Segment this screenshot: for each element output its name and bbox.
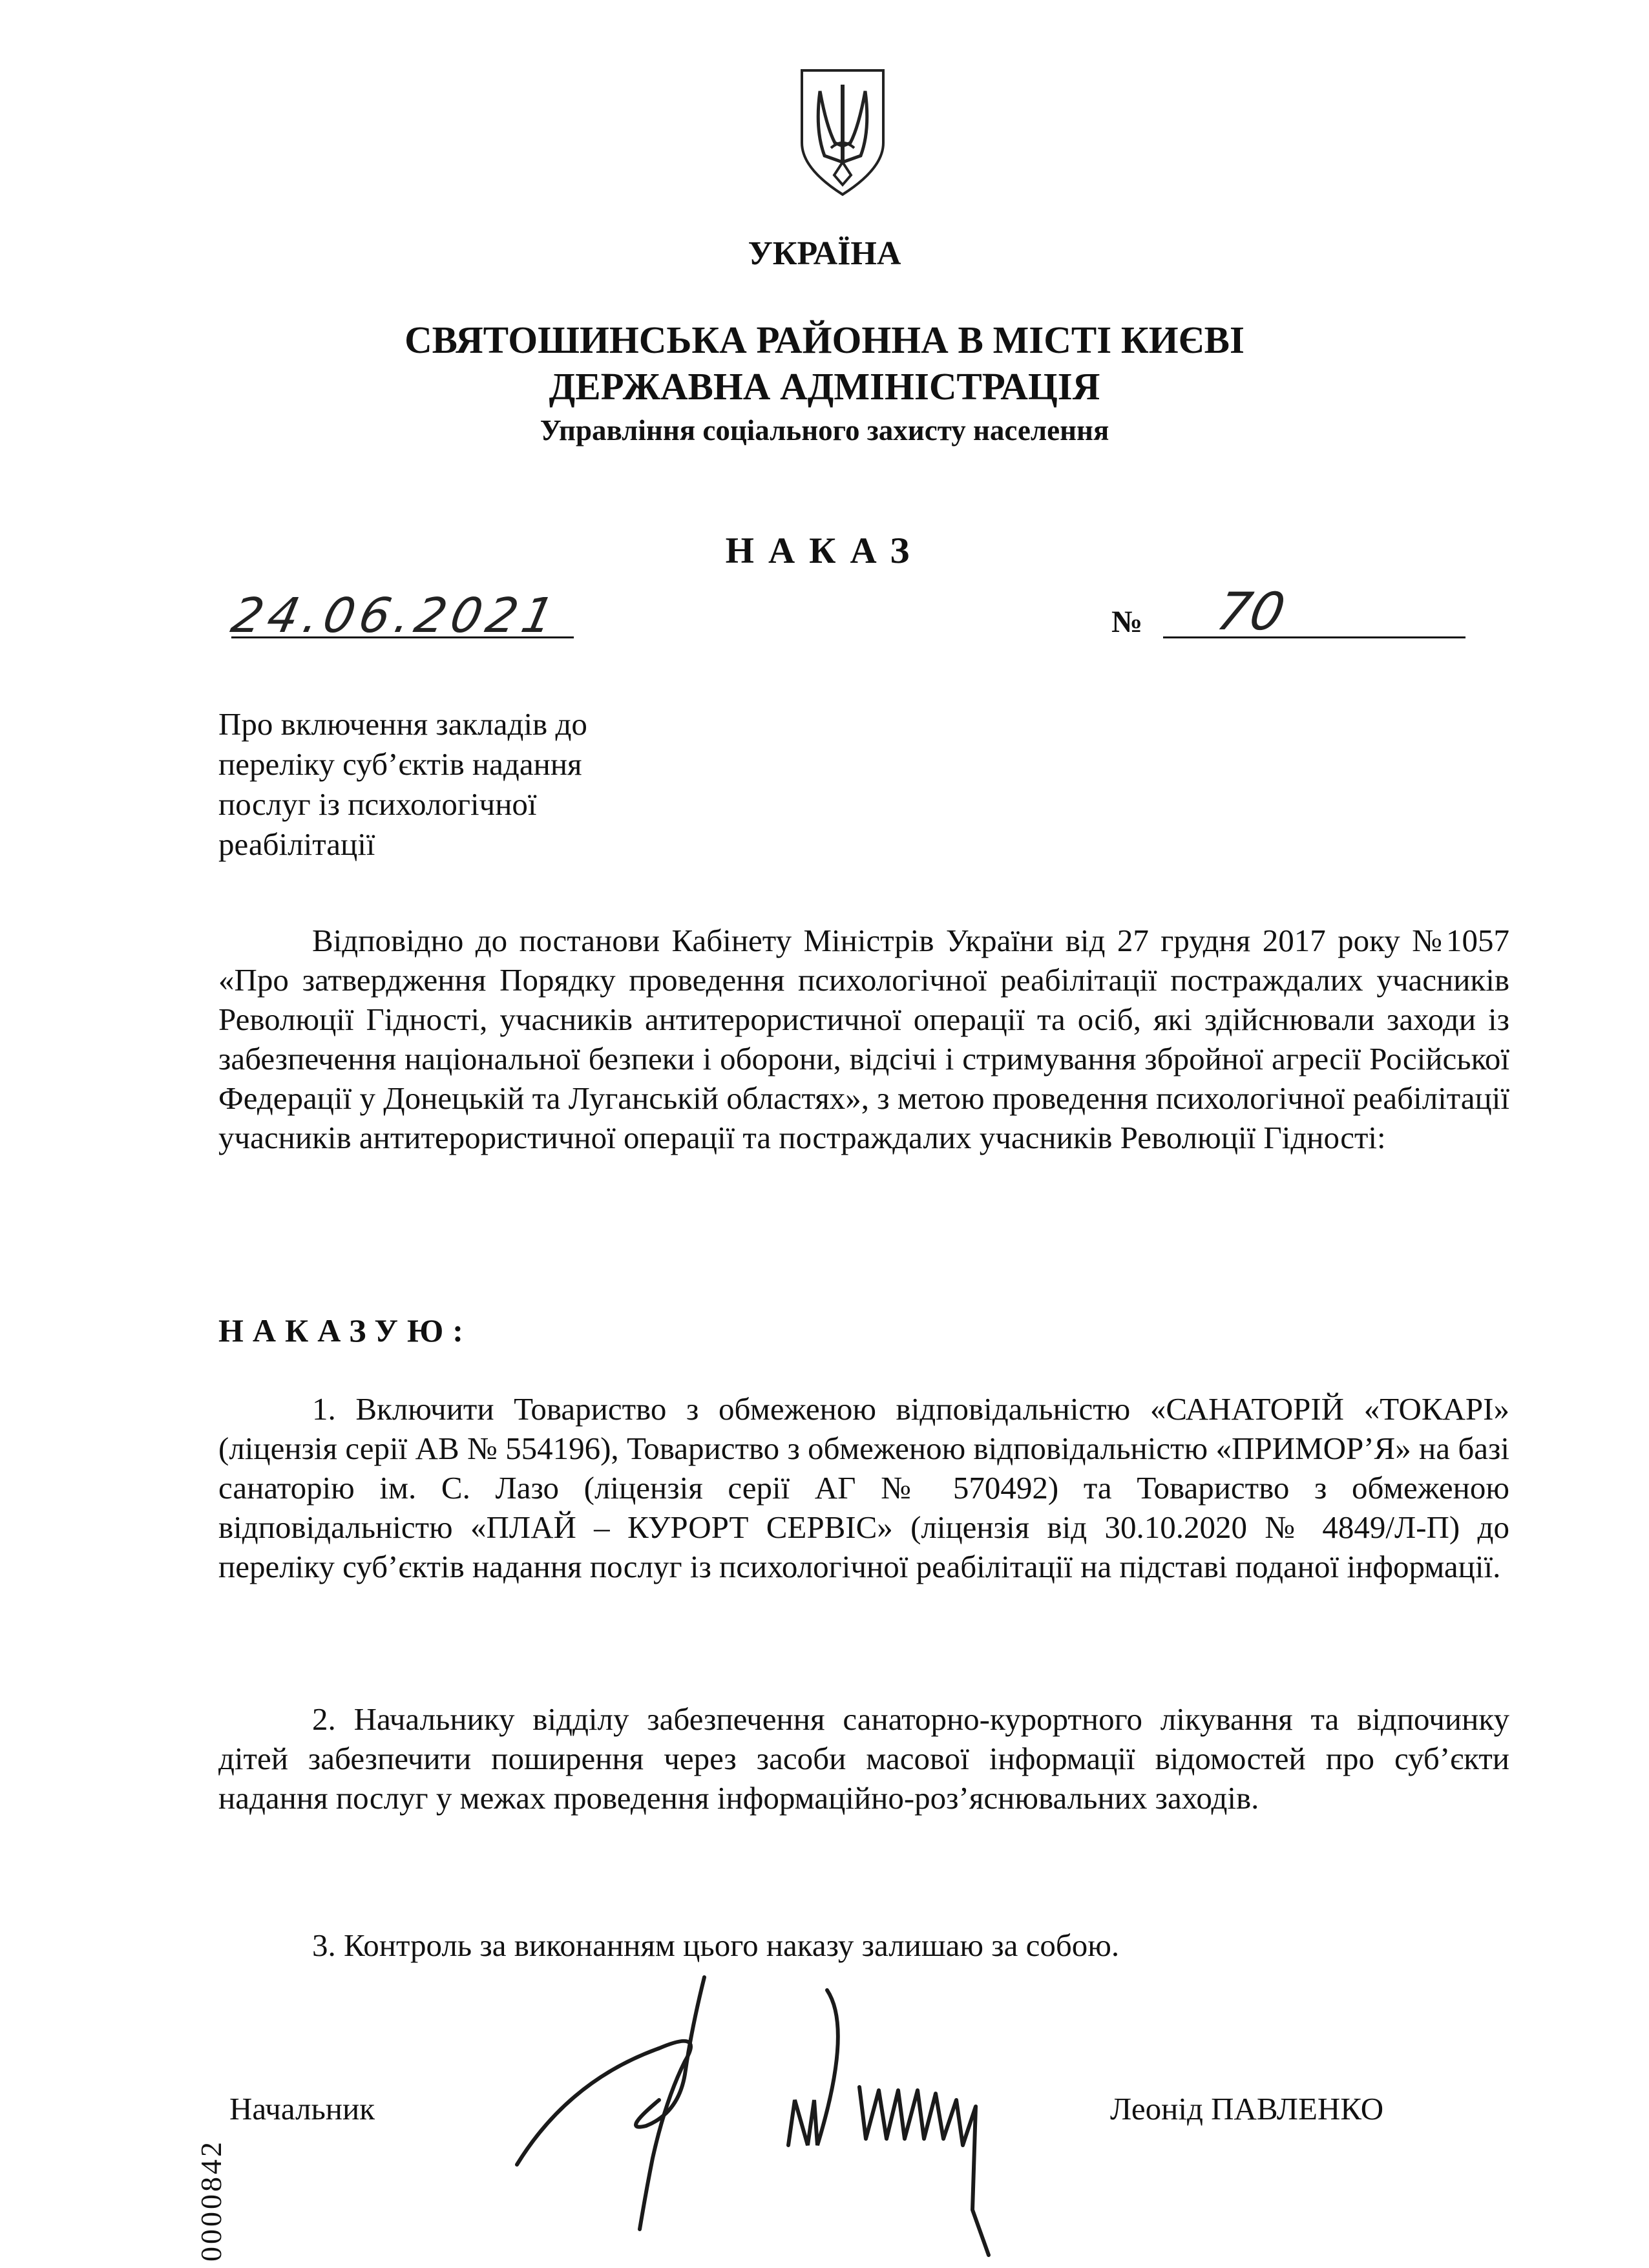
administration-heading (0, 317, 1649, 410)
subject-line-1: Про включення закладів до (218, 706, 587, 742)
signatory-name: Леонід ПАВЛЕНКО (1110, 2091, 1384, 2126)
administration-line-1: СВЯТОШИНСЬКА РАЙОННА В МІСТІ КИЄВІ (404, 319, 1245, 361)
signatory-position: Начальник (229, 2091, 375, 2126)
order-date-handwritten: 24.06.2021 (226, 588, 564, 644)
subject-line-3: послуг із психологічної (218, 786, 537, 822)
administration-line-2: ДЕРЖАВНА АДМІНІСТРАЦІЯ (549, 365, 1100, 408)
order-directive-heading: НАКАЗУЮ: (218, 1312, 472, 1349)
order-item-1 (218, 1389, 1509, 1586)
order-item-2 (218, 1699, 1509, 1818)
trident-emblem-icon (795, 65, 890, 198)
handwritten-signature (491, 1951, 1124, 2262)
order-item-3-text: 3. Контроль за виконанням цього наказу залишаю за собою. (312, 1927, 1120, 1963)
order-number-label: № (1111, 605, 1143, 639)
serial-number: 0000842 (194, 2139, 227, 2262)
subject-line-4: реабілітації (218, 826, 375, 862)
order-item-1-text: 1. Включити Товариство з обмеженою відповідальністю «САНАТОРІЙ «ТОКАРІ» (ліцензія серії АВ № 554196), Товариство з обмеженою відповідальністю «ПРИМОР’Я» на базі санаторію ім. С. Лазо (ліцензія серії АГ № 570492) та Товариство з обмеженою відповідальністю «ПЛАЙ – КУРОРТ СЕРВІС» (ліцензія від 30.10.2020 № 4849/Л-П) до переліку суб’єктів надання послуг із психологічної реабілітації на підставі поданої інформації. (218, 1391, 1509, 1584)
date-underline (231, 636, 574, 638)
document-type-heading: НАКАЗ (725, 530, 924, 571)
subject-line-2: переліку суб’єктів надання (218, 746, 582, 782)
department-heading: Управління соціального захисту населення (540, 414, 1109, 446)
order-item-2-text: 2. Начальнику відділу забезпечення санаторно-курортного лікування та відпочинку дітей забезпечити поширення через засоби масової інформації відомостей про суб’єкти надання послуг у межах проведення інформаційно-роз’яснювальних заходів. (218, 1701, 1509, 1816)
country-heading: УКРАЇНА (748, 235, 901, 272)
number-underline (1163, 636, 1465, 638)
order-subject (218, 704, 709, 865)
preamble-text: Відповідно до постанови Кабінету Міністрів України від 27 грудня 2017 року №1057 «Про затвердження Порядку проведення психологічної реабілітації постраждалих учасників Революції Гідності, учасників антитерористичної операції та осіб, які здійснювали заходи із забезпечення національної безпеки і оборони, відсічі і стримування збройної агресії Російської Федерації у Донецькій та Луганській областях», з метою проведення психологічної реабілітації учасників антитерористичної операції та постраждалих учасників Революції Гідності: (218, 923, 1509, 1155)
order-number-handwritten: 70 (1212, 582, 1290, 642)
preamble-paragraph (218, 921, 1509, 1157)
